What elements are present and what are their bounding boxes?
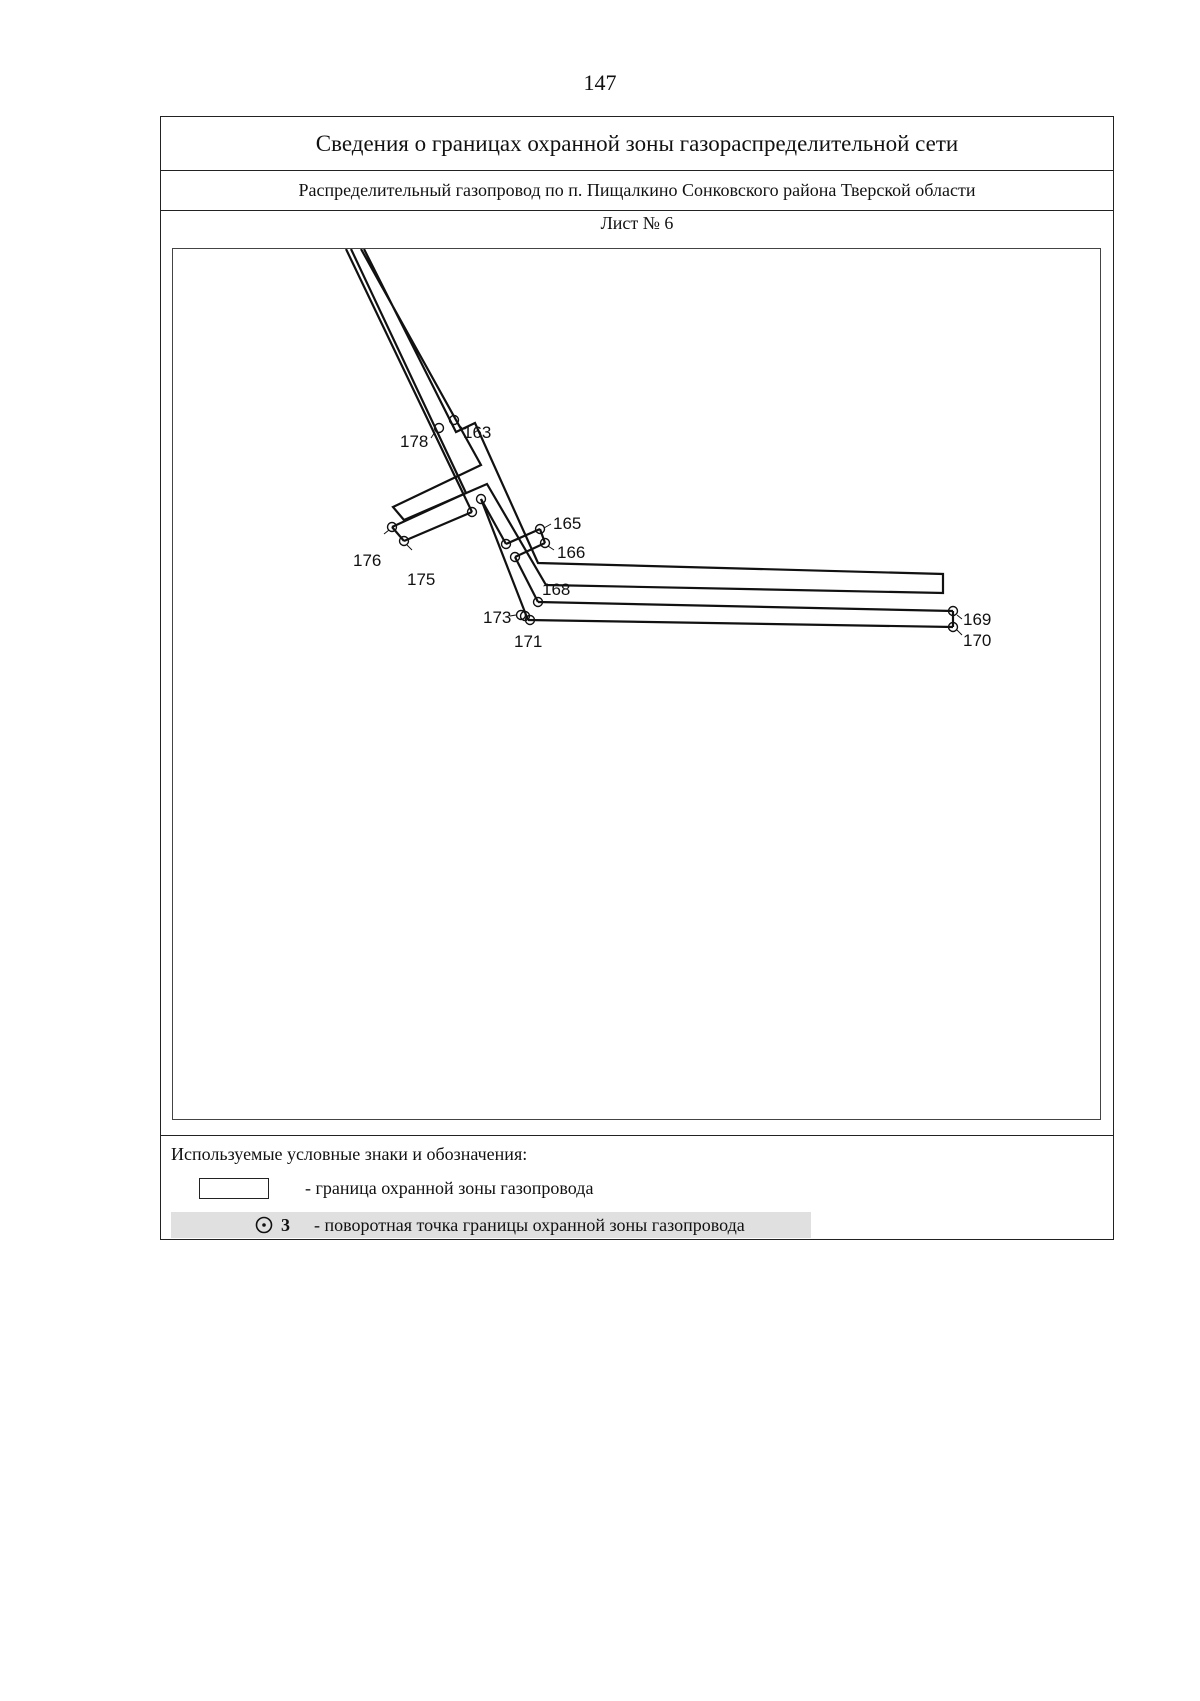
point-label-169: 169 [963, 610, 992, 629]
legend-point-row [171, 1212, 811, 1238]
legend-title: Используемые условные знаки и обозначения: [171, 1144, 528, 1164]
point-label-170: 170 [963, 631, 992, 650]
map-area [172, 248, 1101, 1120]
point-label-176: 176 [353, 551, 382, 570]
legend-boundary-row [199, 1178, 593, 1199]
label-leaders [384, 423, 962, 635]
page-number: 147 [583, 70, 617, 95]
legend-point-symbol [255, 1215, 290, 1236]
boundary-map [173, 249, 1101, 1120]
zone-corridors [346, 249, 953, 627]
legend-boundary-symbol [199, 1178, 269, 1199]
legend-point-number: 3 [281, 1214, 290, 1235]
document-title: Сведения о границах охранной зоны газораспределительной сети [161, 117, 1113, 171]
legend-point-text: - поворотная точка границы охранной зоны газопровода [314, 1214, 745, 1235]
point-label-171: 171 [514, 632, 543, 651]
turning-point-icon [255, 1216, 273, 1234]
point-label-163: 163 [463, 423, 492, 442]
sheet-label: Лист № 6 [600, 213, 674, 233]
point-label-168: 168 [542, 580, 571, 599]
point-label-166: 166 [557, 543, 586, 562]
point-label-178: 178 [400, 432, 429, 451]
legend-boundary-text: - граница охранной зоны газопровода [305, 1178, 594, 1198]
zone-boundary-line [361, 249, 943, 593]
legend [161, 1135, 1113, 1239]
point-label-173: 173 [483, 608, 512, 627]
document-subtitle: Распределительный газопровод по п. Пищалкино Сонковского района Тверской области [161, 170, 1113, 211]
turning-points [388, 416, 958, 632]
point-label-175: 175 [407, 570, 436, 589]
point-label-165: 165 [553, 514, 582, 533]
document-frame [160, 116, 1114, 1240]
